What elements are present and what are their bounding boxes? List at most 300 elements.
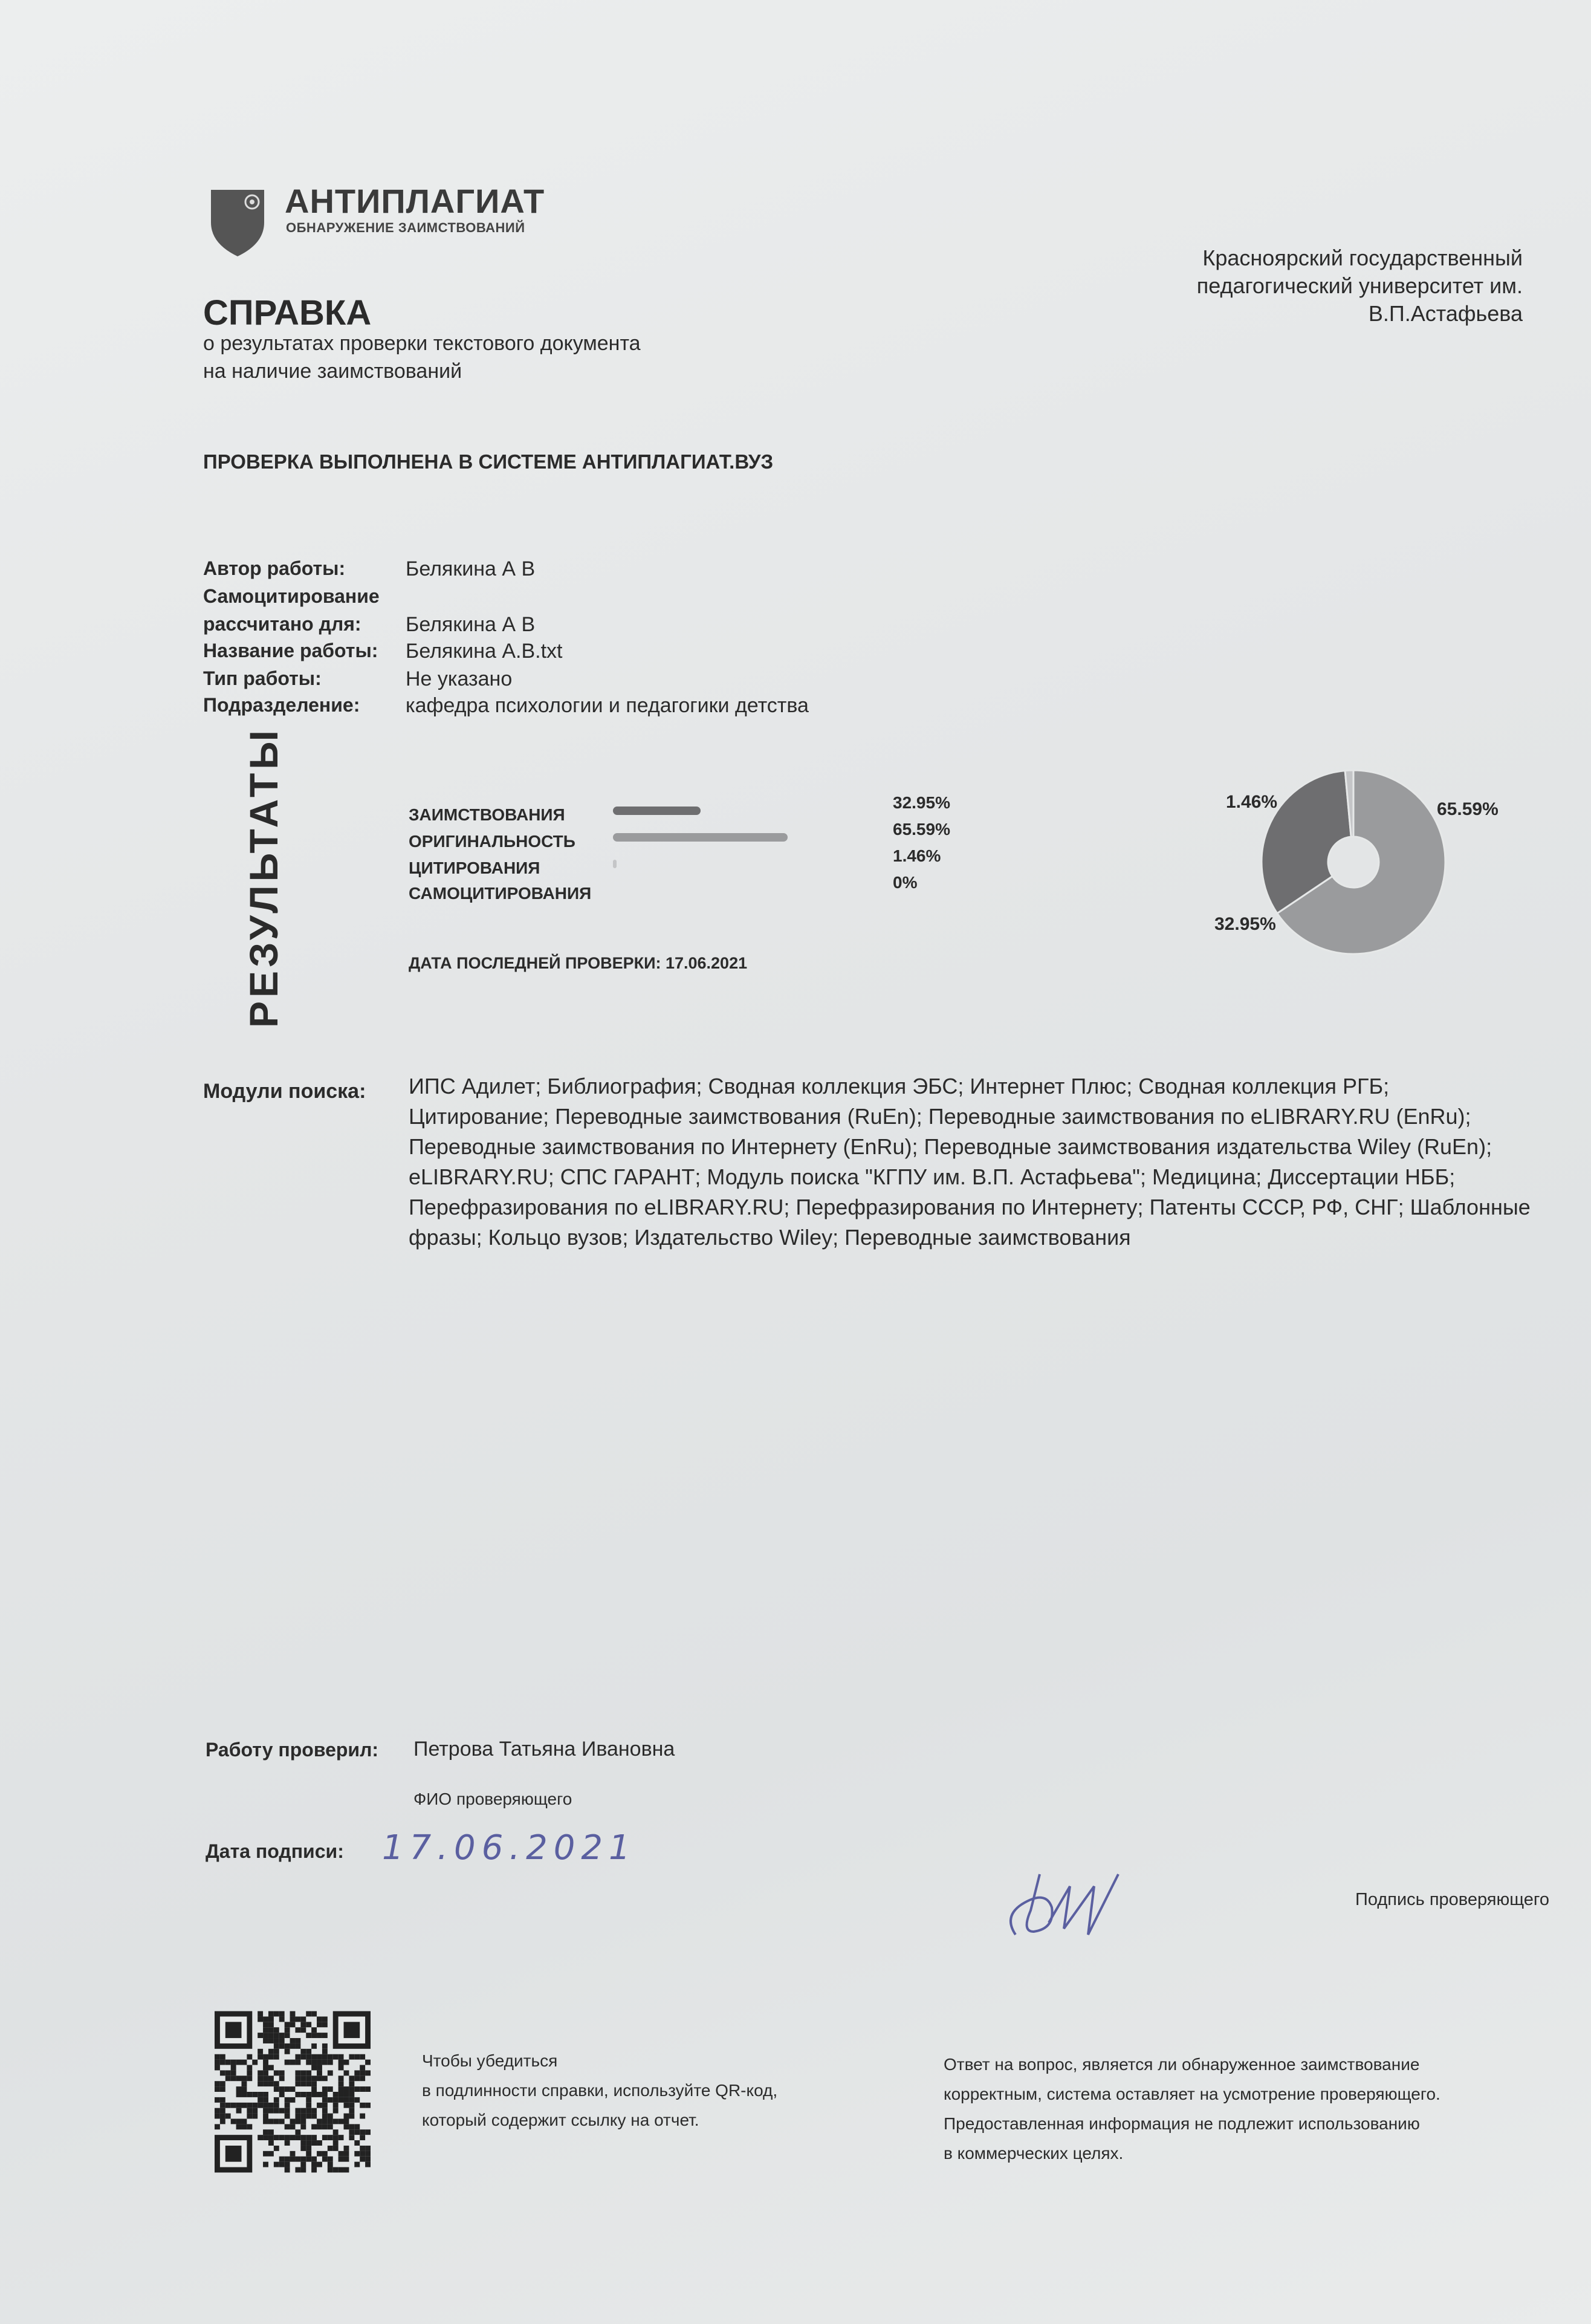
qr-module xyxy=(295,2027,300,2033)
qr-module xyxy=(360,2076,365,2081)
qr-module xyxy=(306,2097,311,2103)
qr-module xyxy=(317,2065,322,2071)
qr-module xyxy=(295,2129,300,2135)
qr-module xyxy=(349,2129,354,2135)
qr-module xyxy=(311,2157,317,2162)
qr-module xyxy=(349,2086,354,2092)
qr-module xyxy=(290,2086,296,2092)
qr-module xyxy=(268,2103,274,2108)
qr-module xyxy=(268,2016,274,2022)
qr-module xyxy=(339,2157,344,2162)
qr-module xyxy=(317,2033,322,2038)
results-heading: РЕЗУЛЬТАТЫ xyxy=(241,727,286,1028)
disclaimer-line: Ответ на вопрос, является ли обнаруженное заимствование xyxy=(944,2055,1420,2074)
qr-module xyxy=(247,2103,252,2108)
qr-module xyxy=(322,2097,328,2103)
qr-module xyxy=(279,2108,285,2114)
qr-module xyxy=(225,2070,231,2076)
qr-module xyxy=(295,2016,300,2022)
qr-module xyxy=(274,2097,279,2103)
qr-module xyxy=(263,2097,268,2103)
qr-module xyxy=(300,2140,306,2146)
qr-module xyxy=(339,2065,344,2071)
info-value: кафедра психологии и педагогики детства xyxy=(406,694,809,717)
qr-module xyxy=(225,2103,231,2108)
qr-module xyxy=(285,2124,290,2129)
qr-module xyxy=(354,2070,360,2076)
qr-module xyxy=(225,2060,231,2065)
qr-module xyxy=(349,2076,354,2081)
qr-module xyxy=(258,2033,263,2038)
qr-module xyxy=(236,2076,242,2081)
modules-list: ИПС Адилет; Библиография; Сводная коллекция ЭБС; Интернет Плюс; Сводная коллекция РГБ; Цитирование; Переводные заимствования (RuEn); Переводные заимствования по eLIBRARY.RU (EnRu); Переводные заимствования по Интернету (EnRu); Переводные заимствования издательства Wiley (RuEn); eLIBRARY.RU; СПС ГАРАНТ; Модуль поиска "КГПУ им. В.П. Астафьева"; Медицина; Диссертации НББ; Перефразирования по eLIBRARY.RU; Перефразирования по Интернету; Патенты СССР, РФ, СНГ; Шаблонные фразы; Кольцо вузов; Издательство Wiley; Переводные заимствования xyxy=(409,1074,1531,1250)
qr-module xyxy=(231,2070,236,2076)
subtitle-line: на наличие заимствований xyxy=(203,360,462,383)
qr-module xyxy=(220,2108,225,2114)
qr-module xyxy=(258,2092,263,2097)
qr-module xyxy=(241,2081,247,2086)
qr-module xyxy=(322,2151,328,2157)
qr-module xyxy=(279,2086,285,2092)
qr-module xyxy=(295,2108,300,2114)
qr-module xyxy=(247,2108,252,2114)
qr-module xyxy=(252,2060,258,2065)
qr-module xyxy=(328,2070,333,2076)
qr-module xyxy=(360,2135,365,2140)
qr-module xyxy=(300,2092,306,2097)
qr-module xyxy=(241,2092,247,2097)
qr-module xyxy=(258,2135,263,2140)
qr-module xyxy=(220,2114,225,2119)
qr-module xyxy=(300,2162,306,2167)
qr-module xyxy=(263,2092,268,2097)
qr-module xyxy=(285,2097,290,2103)
qr-module xyxy=(317,2151,322,2157)
qr-module xyxy=(322,2043,328,2049)
qr-module xyxy=(300,2070,306,2076)
disclaimer-line: в коммерческих целях. xyxy=(944,2144,1124,2163)
chart-label-citations: 1.46% xyxy=(1226,792,1278,812)
qr-module xyxy=(365,2162,371,2167)
qr-module xyxy=(344,2146,349,2151)
qr-module xyxy=(300,2146,306,2151)
qr-module xyxy=(247,2092,252,2097)
qr-module xyxy=(263,2016,268,2022)
qr-module xyxy=(247,2065,252,2071)
qr-module xyxy=(322,2157,328,2162)
qr-module xyxy=(365,2157,371,2162)
info-label: Подразделение: xyxy=(203,694,360,716)
qr-module xyxy=(236,2092,242,2097)
qr-module xyxy=(349,2135,354,2140)
qr-module xyxy=(268,2118,274,2124)
qr-module xyxy=(258,2076,263,2081)
qr-module xyxy=(317,2070,322,2076)
qr-module xyxy=(339,2060,344,2065)
qr-module xyxy=(300,2167,306,2173)
qr-module xyxy=(295,2118,300,2124)
qr-text-line: который содержит ссылку на отчет. xyxy=(422,2111,699,2129)
qr-module xyxy=(365,2103,371,2108)
qr-module xyxy=(317,2054,322,2060)
qr-module xyxy=(285,2086,290,2092)
qr-module xyxy=(300,2124,306,2129)
qr-module xyxy=(349,2114,354,2119)
qr-finder xyxy=(344,2022,360,2038)
qr-module xyxy=(339,2097,344,2103)
qr-module xyxy=(274,2135,279,2140)
value-citations: 1.46% xyxy=(893,846,941,865)
qr-module xyxy=(295,2135,300,2140)
qr-module xyxy=(349,2054,354,2060)
info-label: Автор работы: xyxy=(203,557,346,579)
qr-module xyxy=(220,2118,225,2124)
qr-module xyxy=(290,2038,296,2043)
qr-module xyxy=(322,2033,328,2038)
qr-module xyxy=(285,2162,290,2167)
qr-module xyxy=(285,2033,290,2038)
qr-module xyxy=(300,2118,306,2124)
qr-module xyxy=(279,2162,285,2167)
qr-module xyxy=(339,2076,344,2081)
qr-module xyxy=(311,2124,317,2129)
qr-module xyxy=(274,2146,279,2151)
qr-module xyxy=(263,2070,268,2076)
qr-module xyxy=(344,2060,349,2065)
qr-module xyxy=(268,2076,274,2081)
qr-module xyxy=(333,2118,339,2124)
qr-module xyxy=(333,2140,339,2146)
qr-module xyxy=(279,2070,285,2076)
qr-module xyxy=(220,2086,225,2092)
chart-label-borrowings: 32.95% xyxy=(1214,914,1276,934)
qr-module xyxy=(247,2070,252,2076)
qr-module xyxy=(317,2118,322,2124)
qr-module xyxy=(344,2103,349,2108)
qr-module xyxy=(300,2016,306,2022)
qr-module xyxy=(349,2108,354,2114)
qr-module xyxy=(268,2027,274,2033)
organization-line: В.П.Астафьева xyxy=(1368,301,1523,326)
qr-finder xyxy=(225,2022,242,2038)
qr-module xyxy=(263,2033,268,2038)
qr-module xyxy=(322,2135,328,2140)
qr-module xyxy=(311,2167,317,2173)
qr-module xyxy=(328,2135,333,2140)
qr-module xyxy=(279,2076,285,2081)
qr-module xyxy=(317,2124,322,2129)
qr-text-line: Чтобы убедиться xyxy=(422,2051,558,2070)
qr-module xyxy=(215,2086,220,2092)
bar-borrowings xyxy=(613,807,701,815)
qr-module xyxy=(268,2081,274,2086)
qr-module xyxy=(258,2103,263,2108)
qr-module xyxy=(365,2086,371,2092)
qr-module xyxy=(344,2167,349,2173)
checker-label: Работу проверил: xyxy=(206,1739,379,1761)
qr-module xyxy=(339,2086,344,2092)
value-selfcitations: 0% xyxy=(893,873,918,892)
qr-module xyxy=(231,2076,236,2081)
qr-module xyxy=(252,2103,258,2108)
qr-module xyxy=(311,2135,317,2140)
qr-module xyxy=(258,2070,263,2076)
qr-module xyxy=(258,2016,263,2022)
qr-module xyxy=(328,2054,333,2060)
handwritten-date: 17.06.2021 xyxy=(382,1828,637,1868)
qr-module xyxy=(220,2070,225,2076)
qr-module xyxy=(354,2054,360,2060)
qr-module xyxy=(215,2060,220,2065)
qr-module xyxy=(306,2092,311,2097)
qr-module xyxy=(300,2114,306,2119)
qr-module xyxy=(300,2157,306,2162)
qr-text-line: в подлинности справки, используйте QR-код, xyxy=(422,2081,778,2100)
qr-module xyxy=(322,2086,328,2092)
qr-module xyxy=(215,2054,220,2060)
qr-module xyxy=(252,2108,258,2114)
qr-module xyxy=(247,2076,252,2081)
qr-module xyxy=(263,2103,268,2108)
signature-caption: Подпись проверяющего xyxy=(1355,1890,1549,1909)
qr-module xyxy=(290,2151,296,2157)
qr-module xyxy=(354,2162,360,2167)
qr-module xyxy=(306,2022,311,2027)
qr-module xyxy=(231,2065,236,2071)
qr-module xyxy=(220,2103,225,2108)
qr-module xyxy=(263,2060,268,2065)
qr-module xyxy=(306,2103,311,2108)
qr-module xyxy=(263,2162,268,2167)
legend-label: ОРИГИНАЛЬНОСТЬ xyxy=(409,832,575,851)
date-label: Дата подписи: xyxy=(206,1840,344,1862)
qr-instructions xyxy=(422,2046,777,2135)
legend-label: ЦИТИРОВАНИЯ xyxy=(409,859,540,877)
qr-module xyxy=(295,2167,300,2173)
qr-module xyxy=(306,2135,311,2140)
qr-module xyxy=(247,2124,252,2129)
qr-module xyxy=(263,2151,268,2157)
qr-module xyxy=(241,2086,247,2092)
qr-module xyxy=(328,2167,333,2173)
results-donut-chart xyxy=(1251,759,1456,965)
qr-module xyxy=(220,2097,225,2103)
qr-module xyxy=(220,2060,225,2065)
disclaimer-line: корректным, система оставляет на усмотрение проверяющего. xyxy=(944,2085,1440,2103)
qr-module xyxy=(322,2118,328,2124)
qr-module xyxy=(241,2103,247,2108)
qr-module xyxy=(295,2157,300,2162)
info-value: Белякина А В xyxy=(406,613,536,636)
qr-finder xyxy=(225,2146,242,2162)
qr-module xyxy=(290,2043,296,2049)
qr-module xyxy=(317,2092,322,2097)
qr-module xyxy=(354,2129,360,2135)
qr-module xyxy=(322,2114,328,2119)
qr-module xyxy=(344,2157,349,2162)
qr-module xyxy=(263,2129,268,2135)
qr-module xyxy=(311,2086,317,2092)
qr-module xyxy=(247,2114,252,2119)
disclaimer xyxy=(944,2050,1440,2168)
qr-module xyxy=(268,2065,274,2071)
qr-module xyxy=(365,2129,371,2135)
qr-module xyxy=(306,2054,311,2060)
qr-module xyxy=(349,2097,354,2103)
qr-module xyxy=(339,2092,344,2097)
qr-module xyxy=(333,2108,339,2114)
qr-module xyxy=(263,2027,268,2033)
qr-module xyxy=(252,2114,258,2119)
bar-citations xyxy=(613,860,617,868)
qr-module xyxy=(279,2157,285,2162)
qr-module xyxy=(263,2022,268,2027)
document-subtitle xyxy=(203,329,641,385)
qr-module xyxy=(236,2086,242,2092)
organization-name xyxy=(1197,244,1523,328)
qr-module xyxy=(241,2124,247,2129)
qr-module xyxy=(360,2114,365,2119)
info-label: Самоцитирование xyxy=(203,585,380,607)
qr-module xyxy=(285,2167,290,2173)
checker-name-caption: ФИО проверяющего xyxy=(413,1790,572,1808)
qr-module xyxy=(306,2033,311,2038)
qr-module xyxy=(220,2081,225,2086)
info-value: Белякина А В xyxy=(406,557,536,580)
qr-module xyxy=(274,2054,279,2060)
qr-module xyxy=(263,2114,268,2119)
qr-module xyxy=(231,2103,236,2108)
qr-module xyxy=(274,2043,279,2049)
qr-module xyxy=(268,2011,274,2017)
qr-module xyxy=(300,2054,306,2060)
qr-module xyxy=(349,2103,354,2108)
qr-module xyxy=(333,2103,339,2108)
qr-module xyxy=(311,2162,317,2167)
qr-module xyxy=(279,2092,285,2097)
qr-module xyxy=(274,2162,279,2167)
qr-module xyxy=(225,2076,231,2081)
qr-module xyxy=(306,2011,311,2017)
qr-module xyxy=(300,2076,306,2081)
qr-module xyxy=(300,2022,306,2027)
qr-module xyxy=(311,2060,317,2065)
qr-module xyxy=(241,2118,247,2124)
qr-module xyxy=(317,2022,322,2027)
value-originality: 65.59% xyxy=(893,820,950,839)
qr-module xyxy=(225,2114,231,2119)
qr-module xyxy=(290,2097,296,2103)
qr-module xyxy=(339,2118,344,2124)
qr-module xyxy=(295,2076,300,2081)
qr-module xyxy=(360,2065,365,2071)
qr-module xyxy=(328,2146,333,2151)
qr-module xyxy=(268,2108,274,2114)
qr-module xyxy=(263,2038,268,2043)
qr-module xyxy=(311,2081,317,2086)
qr-module xyxy=(215,2097,220,2103)
qr-module xyxy=(328,2086,333,2092)
qr-module xyxy=(274,2038,279,2043)
qr-module xyxy=(360,2070,365,2076)
qr-module xyxy=(295,2081,300,2086)
qr-module xyxy=(328,2114,333,2119)
qr-module xyxy=(263,2081,268,2086)
qr-module xyxy=(263,2076,268,2081)
qr-module xyxy=(215,2124,220,2129)
qr-module xyxy=(365,2060,371,2065)
qr-module xyxy=(339,2151,344,2157)
qr-module xyxy=(231,2060,236,2065)
last-check-date: ДАТА ПОСЛЕДНЕЙ ПРОВЕРКИ: 17.06.2021 xyxy=(409,954,748,972)
qr-module xyxy=(274,2081,279,2086)
qr-module xyxy=(268,2129,274,2135)
qr-module xyxy=(290,2060,296,2065)
qr-module xyxy=(295,2060,300,2065)
qr-module xyxy=(306,2140,311,2146)
qr-module xyxy=(306,2070,311,2076)
qr-module xyxy=(274,2070,279,2076)
organization-line: педагогический университет им. xyxy=(1196,273,1523,298)
value-borrowings: 32.95% xyxy=(893,793,950,812)
qr-module xyxy=(215,2108,220,2114)
qr-module xyxy=(290,2124,296,2129)
qr-module xyxy=(268,2140,274,2146)
qr-code[interactable] xyxy=(215,2010,371,2173)
qr-module xyxy=(295,2054,300,2060)
qr-module xyxy=(360,2151,365,2157)
qr-module xyxy=(306,2081,311,2086)
qr-module xyxy=(285,2157,290,2162)
qr-module xyxy=(344,2092,349,2097)
qr-module xyxy=(306,2146,311,2151)
qr-module xyxy=(311,2114,317,2119)
info-label: Название работы: xyxy=(203,640,378,661)
checker-name: Петрова Татьяна Ивановна xyxy=(413,1738,675,1761)
qr-module xyxy=(268,2054,274,2060)
qr-module xyxy=(306,2108,311,2114)
qr-module xyxy=(258,2054,263,2060)
qr-module xyxy=(311,2027,317,2033)
qr-module xyxy=(360,2103,365,2108)
qr-module xyxy=(300,2081,306,2086)
qr-module xyxy=(274,2118,279,2124)
qr-module xyxy=(344,2118,349,2124)
qr-module xyxy=(317,2060,322,2065)
info-label: рассчитано для: xyxy=(203,613,361,635)
qr-module xyxy=(328,2060,333,2065)
qr-module xyxy=(274,2108,279,2114)
qr-module xyxy=(360,2129,365,2135)
qr-module xyxy=(258,2097,263,2103)
qr-module xyxy=(306,2157,311,2162)
qr-module xyxy=(220,2054,225,2060)
qr-module xyxy=(311,2140,317,2146)
qr-module xyxy=(354,2151,360,2157)
qr-module xyxy=(274,2086,279,2092)
qr-module xyxy=(263,2118,268,2124)
qr-module xyxy=(290,2016,296,2022)
legend-label: САМОЦИТИРОВАНИЯ xyxy=(409,884,592,903)
qr-module xyxy=(339,2081,344,2086)
qr-module xyxy=(322,2108,328,2114)
modules-label: Модули поиска: xyxy=(203,1080,366,1103)
qr-module xyxy=(354,2140,360,2146)
qr-module xyxy=(285,2027,290,2033)
qr-module xyxy=(322,2049,328,2054)
qr-module xyxy=(360,2146,365,2151)
qr-module xyxy=(279,2033,285,2038)
